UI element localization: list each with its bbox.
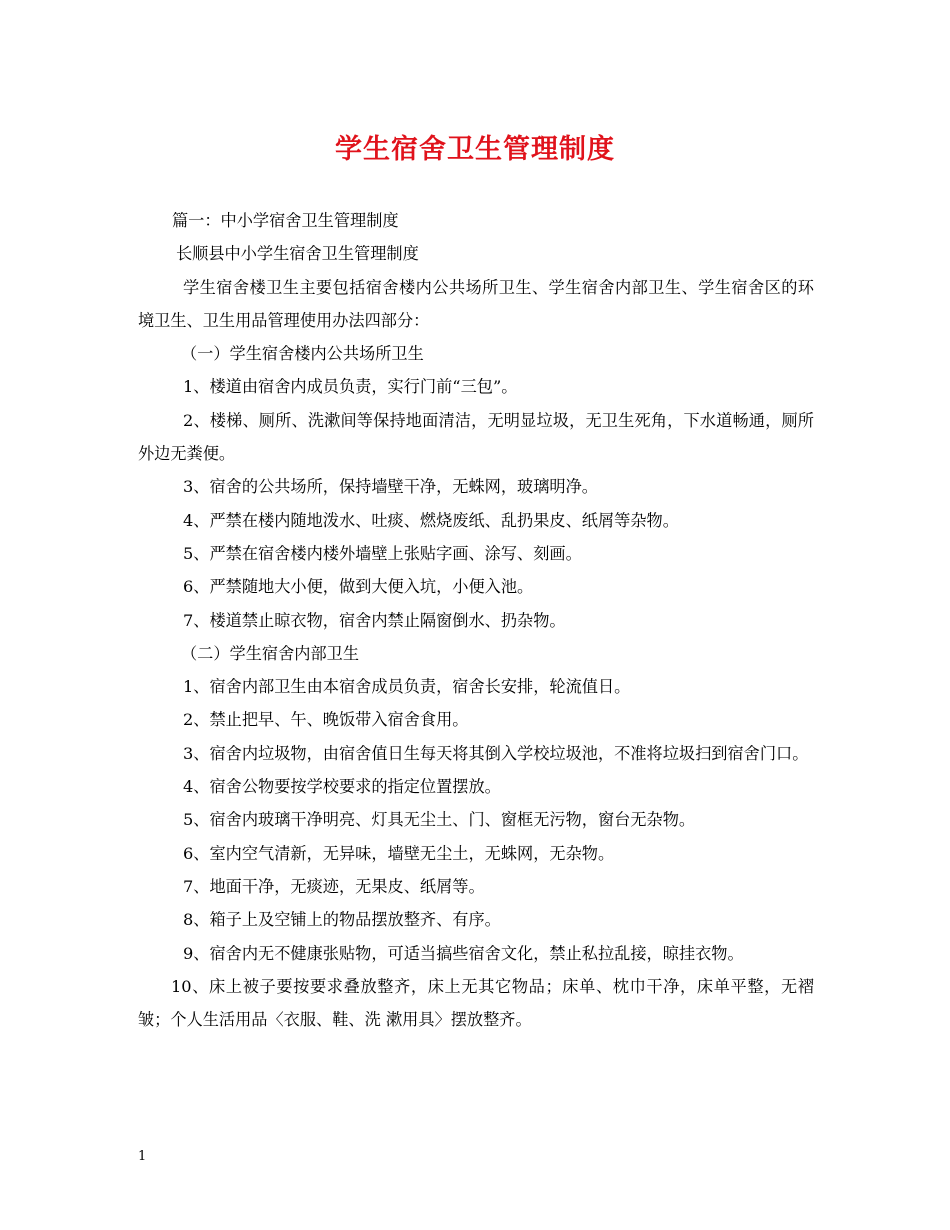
paragraph: 3、宿舍内垃圾物，由宿舍值日生每天将其倒入学校垃圾池，不准将垃圾扫到宿舍门口。 xyxy=(183,743,809,763)
paragraph: 10、床上被子要按要求叠放整齐，床上无其它物品；床单、枕巾干净，床单平整，无褶皱；个人生活用品〈衣服、鞋、洗 漱用具〉摆放整齐。 xyxy=(138,976,814,1030)
page-number: 1 xyxy=(138,1149,147,1164)
paragraph: 4、严禁在楼内随地泼水、吐痰、燃烧废纸、乱扔果皮、纸屑等杂物。 xyxy=(183,510,679,530)
paragraph: 7、地面干净，无痰迹，无果皮、纸屑等。 xyxy=(183,876,485,896)
paragraph: 6、严禁随地大小便，做到大便入坑，小便入池。 xyxy=(183,577,534,597)
paragraph: （一）学生宿舍楼内公共场所卫生 xyxy=(181,344,424,364)
paragraph: 8、箱子上及空铺上的物品摆放整齐、有序。 xyxy=(183,910,501,930)
paragraph: 4、宿舍公物要按学校要求的指定位置摆放。 xyxy=(183,777,501,797)
paragraph: 2、禁止把早、午、晚饭带入宿舍食用。 xyxy=(183,710,469,730)
paragraph: 2、楼梯、厕所、洗漱间等保持地面清洁，无明显垃圾，无卫生死角，下水道畅通，厕所外边无粪便。 xyxy=(138,410,814,464)
paragraph: 3、宿舍的公共场所，保持墙壁干净，无蛛网，玻璃明净。 xyxy=(183,477,598,497)
document-body xyxy=(138,204,814,1036)
paragraph: 9、宿舍内无不健康张贴物，可适当搞些宿舍文化，禁止私拉乱接，晾挂衣物。 xyxy=(183,943,744,963)
document-title: 学生宿舍卫生管理制度 xyxy=(335,134,615,165)
paragraph: 篇一：中小学宿舍卫生管理制度 xyxy=(172,211,399,230)
paragraph: 1、楼道由宿舍内成员负责，实行门前“三包”。 xyxy=(183,377,518,397)
paragraph: （二）学生宿舍内部卫生 xyxy=(181,643,360,663)
paragraph: 长顺县中小学生宿舍卫生管理制度 xyxy=(176,244,419,264)
paragraph: 学生宿舍楼卫生主要包括宿舍楼内公共场所卫生、学生宿舍内部卫生、学生宿舍区的环境卫生、卫生用品管理使用办法四部分： xyxy=(138,277,814,330)
paragraph: 1、宿舍内部卫生由本宿舍成员负责，宿舍长安排，轮流值日。 xyxy=(183,677,631,697)
paragraph: 6、室内空气清新，无异味，墙壁无尘土，无蛛网，无杂物。 xyxy=(183,843,615,863)
paragraph: 5、宿舍内玻璃干净明亮、灯具无尘土、门、窗框无污物，窗台无杂物。 xyxy=(183,810,696,830)
paragraph: 7、楼道禁止晾衣物，宿舍内禁止隔窗倒水、扔杂物。 xyxy=(183,610,566,630)
paragraph: 5、严禁在宿舍楼内楼外墙壁上张贴字画、涂写、刻画。 xyxy=(183,543,582,563)
